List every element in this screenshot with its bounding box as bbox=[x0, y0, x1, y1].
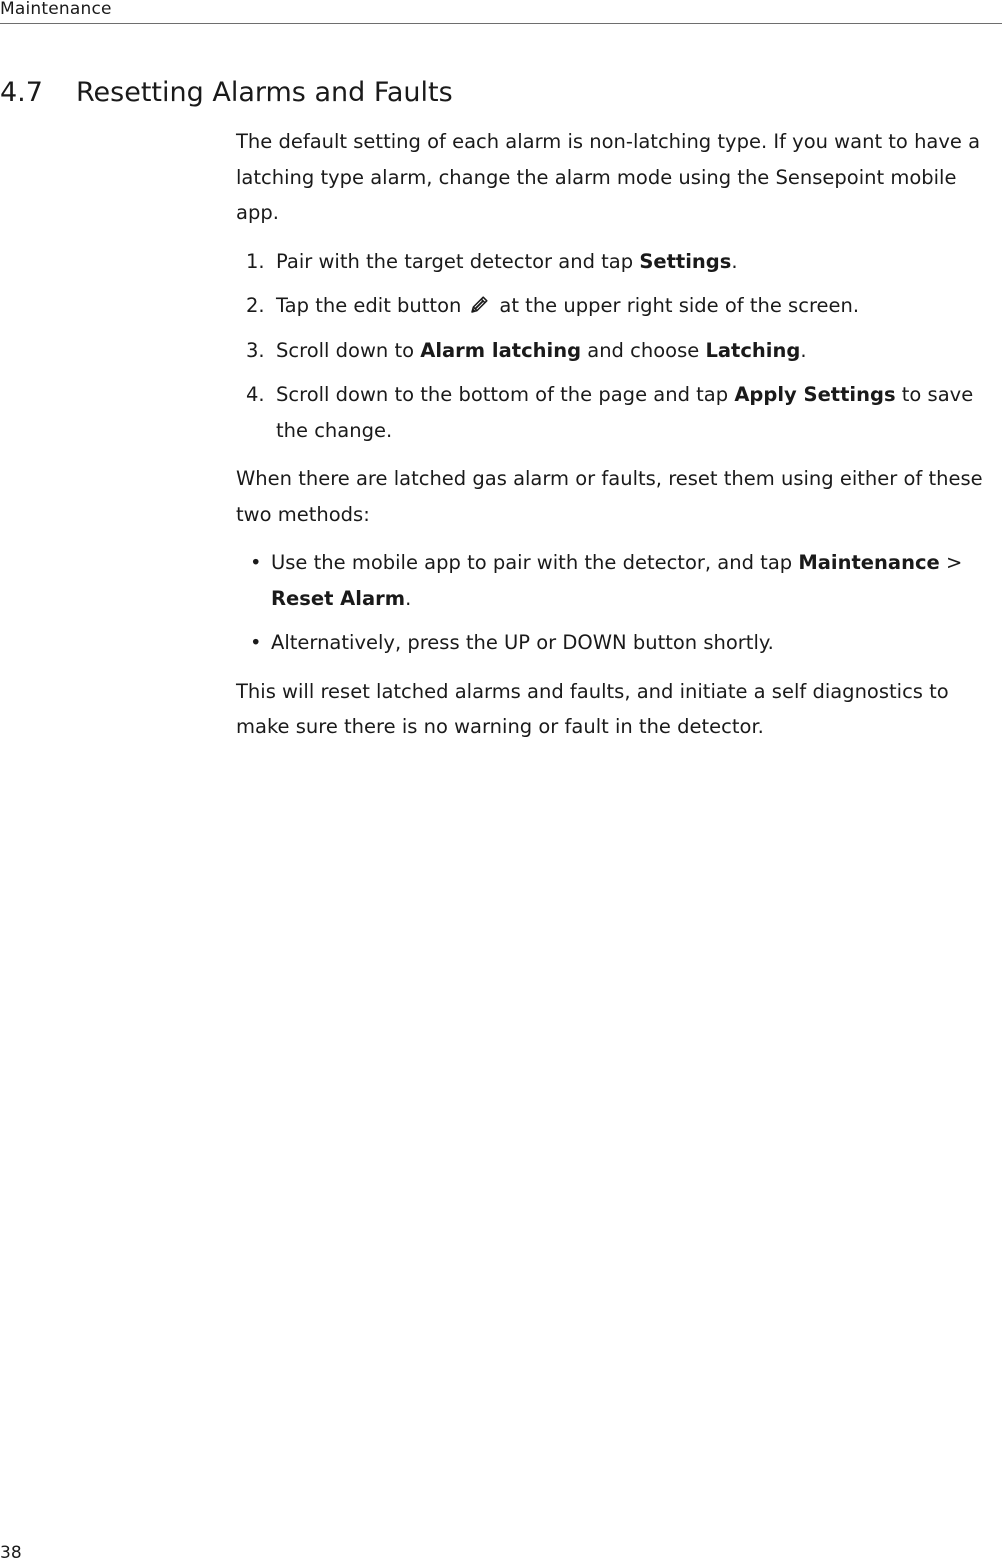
step-text: Scroll down to bbox=[276, 338, 421, 362]
method-text: . bbox=[405, 586, 412, 610]
methods-list bbox=[236, 545, 996, 661]
step-number: 2. bbox=[246, 294, 265, 317]
step-item bbox=[236, 244, 996, 280]
steps-list bbox=[236, 244, 996, 449]
step-item bbox=[236, 333, 996, 369]
method-text: Use the mobile app to pair with the detector, and tap bbox=[271, 551, 799, 574]
bullet-marker: • bbox=[250, 551, 262, 574]
ui-term-latching: Latching bbox=[705, 338, 801, 362]
step-number: 4. bbox=[246, 383, 265, 406]
step-text: Tap the edit button bbox=[276, 294, 462, 317]
step-text: and choose bbox=[581, 338, 706, 362]
section-body bbox=[236, 124, 996, 758]
step-text: at the upper right side of the screen. bbox=[499, 294, 860, 317]
step-item bbox=[236, 288, 996, 324]
methods-intro-paragraph: When there are latched gas alarm or faults, reset them using either of these two methods: bbox=[236, 467, 983, 526]
step-number: 1. bbox=[246, 249, 265, 273]
page-number: 38 bbox=[0, 1543, 22, 1563]
section-title: Resetting Alarms and Faults bbox=[76, 77, 453, 108]
step-text: Scroll down to the bottom of the page and tap bbox=[276, 383, 735, 406]
section-heading bbox=[0, 74, 453, 112]
closing-paragraph: This will reset latched alarms and faults, and initiate a self diagnostics to make sure there is no warning or fault in the detector. bbox=[236, 679, 949, 738]
running-header: Maintenance bbox=[0, 0, 112, 19]
step-number: 3. bbox=[246, 338, 265, 362]
method-text: Alternatively, press the UP or DOWN button shortly. bbox=[271, 631, 774, 654]
step-text: to save the change. bbox=[276, 383, 974, 442]
ui-term-reset-alarm: Reset Alarm bbox=[271, 586, 406, 610]
step-item bbox=[236, 377, 996, 448]
ui-term-settings: Settings bbox=[639, 249, 732, 273]
ui-term-maintenance: Maintenance bbox=[798, 551, 940, 574]
header-divider bbox=[0, 23, 1002, 24]
section-number: 4.7 bbox=[0, 77, 43, 108]
step-text: . bbox=[731, 249, 738, 273]
ui-term-alarm-latching: Alarm latching bbox=[420, 338, 582, 362]
method-item bbox=[236, 545, 996, 616]
bullet-marker: • bbox=[250, 631, 262, 654]
ui-term-apply-settings: Apply Settings bbox=[734, 383, 896, 406]
step-text: . bbox=[800, 338, 807, 362]
method-item bbox=[236, 625, 996, 661]
pencil-edit-icon bbox=[467, 293, 491, 317]
method-text: > bbox=[939, 551, 963, 574]
intro-paragraph: The default setting of each alarm is non-latching type. If you want to have a latching type alarm, change the alarm mode using the Sensepoint mobile app. bbox=[236, 130, 981, 224]
step-text: Pair with the target detector and tap bbox=[276, 249, 640, 273]
